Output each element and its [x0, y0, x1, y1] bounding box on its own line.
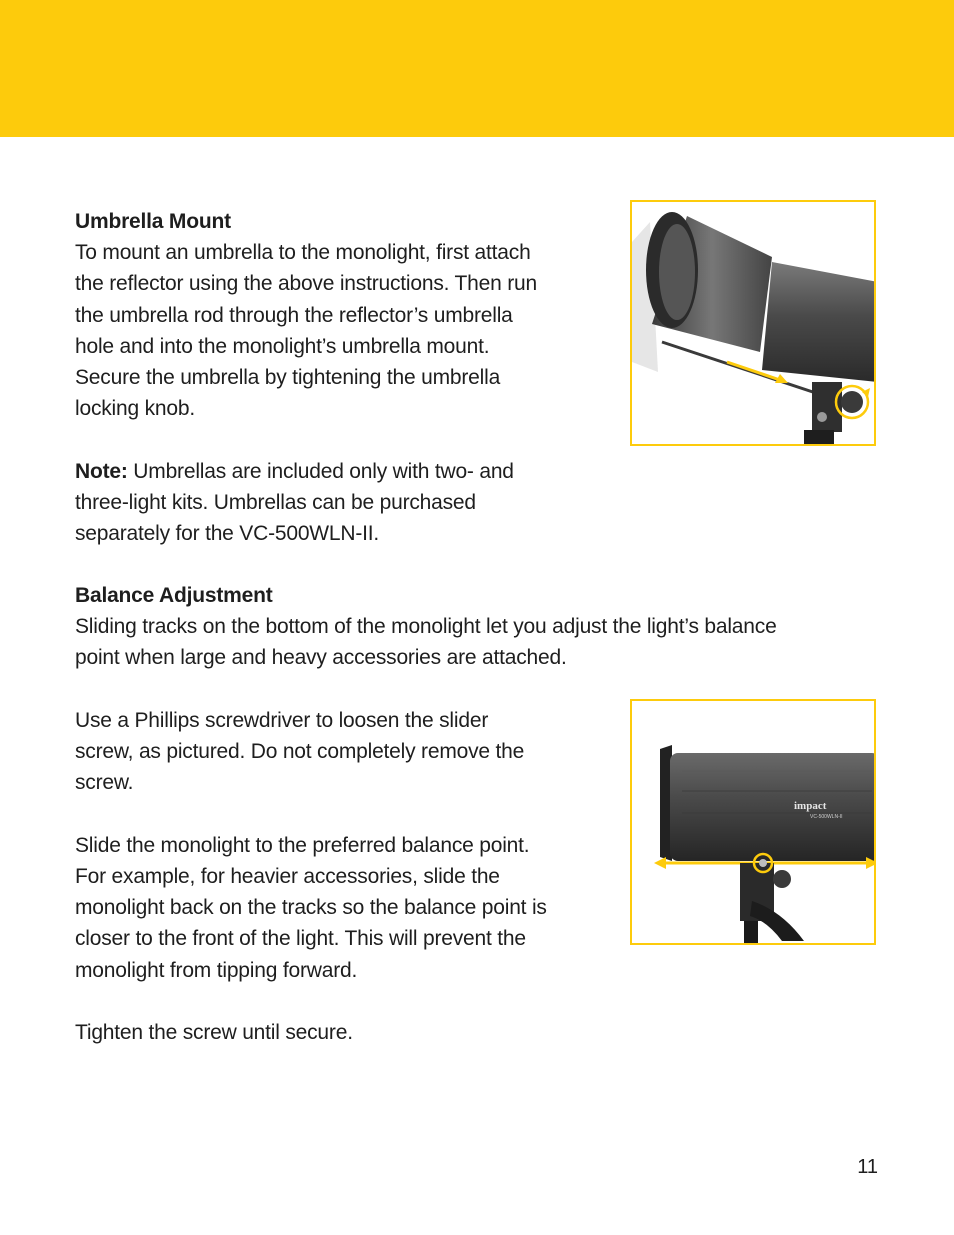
umbrella-mount-heading: Umbrella Mount: [75, 210, 231, 233]
umbrella-mount-photo: [630, 200, 876, 446]
umbrella-mount-line: locking knob.: [75, 397, 195, 421]
balance-intro-line: Sliding tracks on the bottom of the monolight let you adjust the light’s balance: [75, 615, 777, 639]
note-line: separately for the VC-500WLN-II.: [75, 522, 380, 546]
photo-brand-text: impact: [794, 800, 827, 812]
step2-line: monolight back on the tracks so the balance point is: [75, 896, 547, 920]
header-band: [0, 0, 954, 137]
balance-adjustment-heading: Balance Adjustment: [75, 584, 273, 607]
umbrella-mount-line: Secure the umbrella by tightening the umbrella: [75, 366, 501, 390]
step3-line: Tighten the screw until secure.: [75, 1021, 353, 1045]
umbrella-mount-line: hole and into the monolight’s umbrella mount.: [75, 334, 490, 358]
step1-line: screw, as pictured. Do not completely remove the: [75, 740, 525, 764]
photo-model-text: VC-500WLN-II: [810, 814, 843, 820]
step1-line: screw.: [75, 771, 134, 795]
step2-line: closer to the front of the light. This will prevent the: [75, 927, 526, 951]
page-number: 11: [857, 1156, 878, 1178]
note-line: [75, 456, 615, 487]
balance-adjustment-section: [75, 580, 875, 674]
umbrella-mount-line: the umbrella rod through the reflector’s umbrella: [75, 303, 513, 327]
balance-intro-line: point when large and heavy accessories are attached.: [75, 646, 567, 670]
umbrella-mount-line: To mount an umbrella to the monolight, first attach: [75, 241, 531, 265]
umbrella-mount-line: the reflector using the above instructions. Then run: [75, 272, 537, 296]
note-line: three-light kits. Umbrellas can be purchased: [75, 490, 476, 514]
step1-line: Use a Phillips screwdriver to loosen the slider: [75, 709, 489, 732]
step2-line: For example, for heavier accessories, slide the: [75, 865, 500, 889]
balance-adjustment-photo: [630, 699, 876, 945]
umbrella-mount-section: [75, 206, 615, 549]
balance-steps: [75, 705, 615, 1048]
note-label: Note:: [75, 459, 128, 483]
step2-line: Slide the monolight to the preferred balance point.: [75, 833, 530, 857]
note-text: Umbrellas are included only with two- and: [127, 459, 514, 483]
step2-line: monolight from tipping forward.: [75, 958, 358, 982]
